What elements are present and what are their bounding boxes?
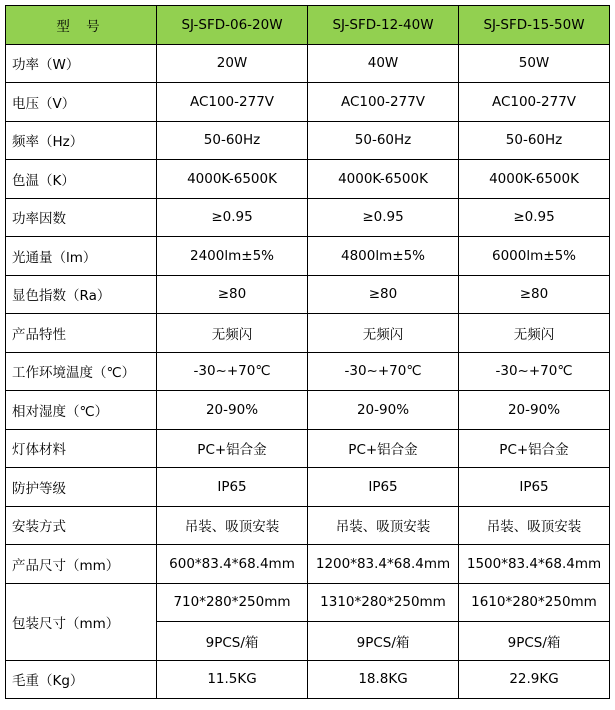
cell-value: -30~+70℃ (157, 352, 308, 391)
model-header: SJ-SFD-15-50W (459, 6, 610, 45)
cell-value: 4000K-6500K (308, 160, 459, 199)
cell-value: IP65 (157, 468, 308, 507)
cell-value: ≥80 (459, 275, 610, 314)
cell-value: 吊装、吸顶安装 (308, 506, 459, 545)
header-row (6, 6, 610, 45)
row-label: 产品特性 (6, 314, 157, 353)
row-label: 频率（Hz） (6, 121, 157, 160)
spec-row-packing-size (6, 583, 610, 622)
spec-row-luminous-flux (6, 237, 610, 276)
cell-value: ≥0.95 (459, 198, 610, 237)
cell-value: 50W (459, 44, 610, 83)
row-label: 电压（V） (6, 83, 157, 122)
spec-row-features (6, 314, 610, 353)
cell-value: 吊装、吸顶安装 (459, 506, 610, 545)
spec-row-product-size (6, 545, 610, 584)
row-label: 毛重（Kg） (6, 660, 157, 699)
spec-row-installation (6, 506, 610, 545)
row-label: 功率因数 (6, 198, 157, 237)
cell-value: ≥0.95 (308, 198, 459, 237)
cell-value: 20W (157, 44, 308, 83)
spec-row-voltage (6, 83, 610, 122)
cell-value: 50-60Hz (459, 121, 610, 160)
row-label: 工作环境温度（℃） (6, 352, 157, 391)
cell-value: ≥80 (308, 275, 459, 314)
cell-value: PC+铝合金 (157, 429, 308, 468)
spec-row-humidity (6, 391, 610, 430)
spec-row-power-factor (6, 198, 610, 237)
cell-value: PC+铝合金 (459, 429, 610, 468)
model-header: SJ-SFD-06-20W (157, 6, 308, 45)
spec-table (5, 5, 610, 699)
row-label: 安装方式 (6, 506, 157, 545)
cell-value: 4000K-6500K (459, 160, 610, 199)
cell-value: 50-60Hz (157, 121, 308, 160)
cell-value: 11.5KG (157, 660, 308, 699)
spec-row-gross-weight (6, 660, 610, 699)
spec-row-operating-temp (6, 352, 610, 391)
row-label: 显色指数（Ra） (6, 275, 157, 314)
spec-table-container (5, 5, 610, 699)
header-label: 型 号 (6, 6, 157, 45)
cell-value: ≥0.95 (157, 198, 308, 237)
row-label: 光通量（lm） (6, 237, 157, 276)
cell-value: 22.9KG (459, 660, 610, 699)
cell-value: 20-90% (157, 391, 308, 430)
cell-value: 710*280*250mm (157, 583, 308, 622)
cell-value: ≥80 (157, 275, 308, 314)
cell-value: 1200*83.4*68.4mm (308, 545, 459, 584)
cell-value: 无频闪 (459, 314, 610, 353)
cell-value: 1610*280*250mm (459, 583, 610, 622)
cell-value: 9PCS/箱 (459, 622, 610, 661)
cell-value: IP65 (308, 468, 459, 507)
row-label: 防护等级 (6, 468, 157, 507)
spec-row-material (6, 429, 610, 468)
spec-row-power (6, 44, 610, 83)
cell-value: AC100-277V (157, 83, 308, 122)
cell-value: 18.8KG (308, 660, 459, 699)
spec-row-ip-rating (6, 468, 610, 507)
row-label: 灯体材料 (6, 429, 157, 468)
cell-value: PC+铝合金 (308, 429, 459, 468)
cell-value: 吊装、吸顶安装 (157, 506, 308, 545)
row-label: 相对湿度（℃） (6, 391, 157, 430)
spec-row-cri (6, 275, 610, 314)
cell-value: 4800lm±5% (308, 237, 459, 276)
cell-value: 1500*83.4*68.4mm (459, 545, 610, 584)
model-header: SJ-SFD-12-40W (308, 6, 459, 45)
cell-value: 6000lm±5% (459, 237, 610, 276)
cell-value: 9PCS/箱 (308, 622, 459, 661)
cell-value: -30~+70℃ (459, 352, 610, 391)
cell-value: 40W (308, 44, 459, 83)
row-label: 功率（W） (6, 44, 157, 83)
cell-value: 600*83.4*68.4mm (157, 545, 308, 584)
cell-value: 20-90% (308, 391, 459, 430)
cell-value: 50-60Hz (308, 121, 459, 160)
spec-row-frequency (6, 121, 610, 160)
cell-value: -30~+70℃ (308, 352, 459, 391)
cell-value: 无频闪 (157, 314, 308, 353)
cell-value: 2400lm±5% (157, 237, 308, 276)
cell-value: 1310*280*250mm (308, 583, 459, 622)
row-label: 包装尺寸（mm） (6, 583, 157, 660)
cell-value: AC100-277V (308, 83, 459, 122)
cell-value: 20-90% (459, 391, 610, 430)
row-label: 色温（K） (6, 160, 157, 199)
cell-value: 无频闪 (308, 314, 459, 353)
spec-row-color-temp (6, 160, 610, 199)
cell-value: IP65 (459, 468, 610, 507)
cell-value: 4000K-6500K (157, 160, 308, 199)
cell-value: 9PCS/箱 (157, 622, 308, 661)
cell-value: AC100-277V (459, 83, 610, 122)
row-label: 产品尺寸（mm） (6, 545, 157, 584)
